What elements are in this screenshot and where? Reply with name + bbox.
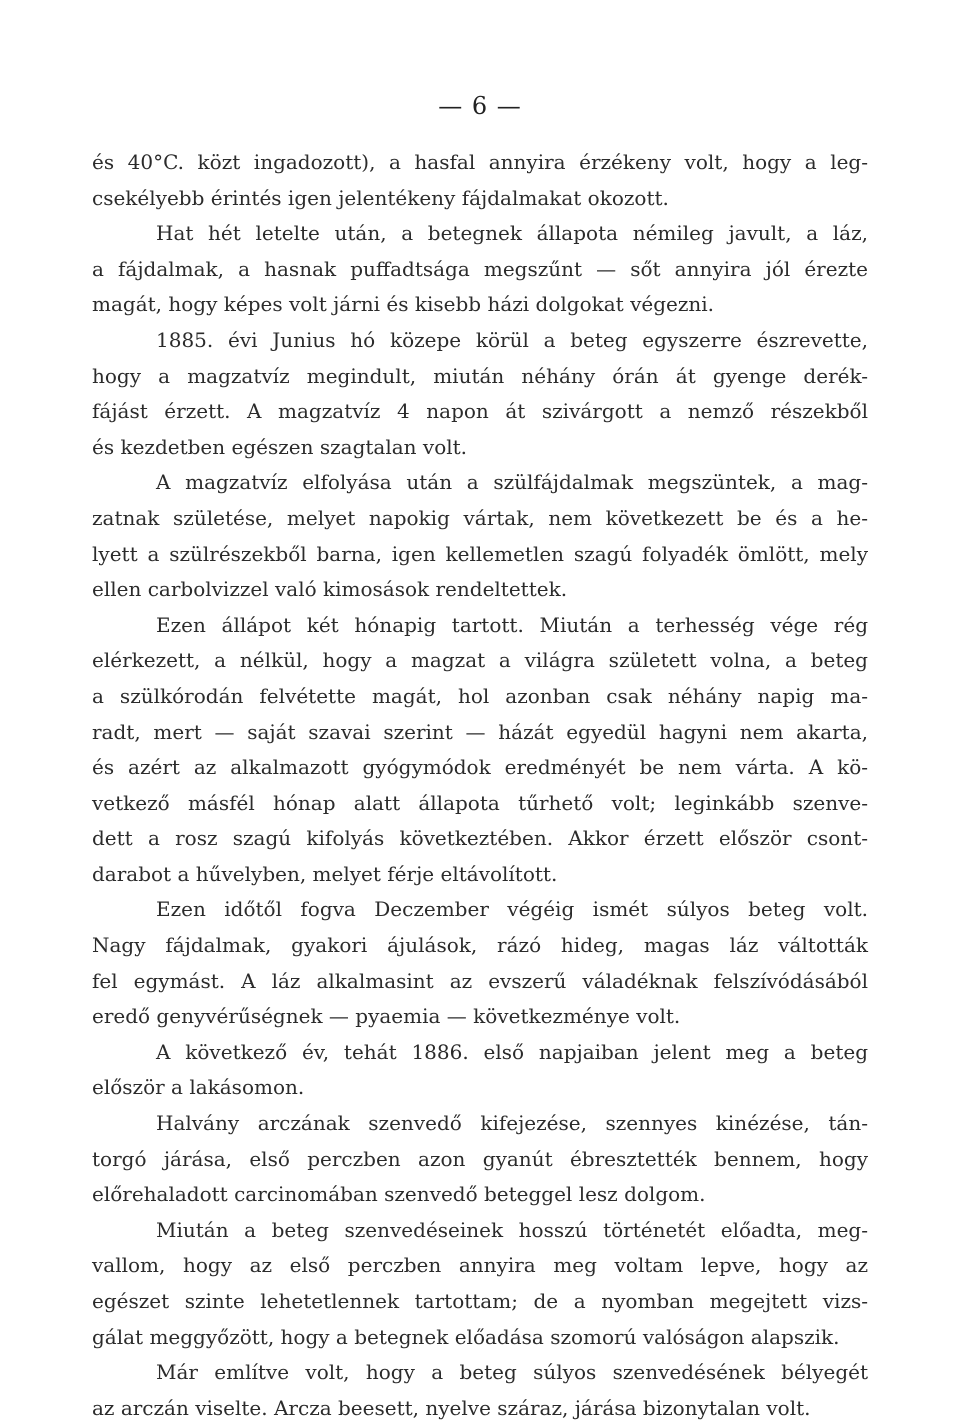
text-line: a fájdalmak, a hasnak puffadtsága megszűnt — sőt annyira jól érezte: [92, 256, 868, 281]
text-line: eredő genyvérűségnek — pyaemia — következménye volt.: [92, 1004, 681, 1029]
text-line: gálat meggyőzött, hogy a betegnek előadása szomorú valóságon alapszik.: [92, 1324, 840, 1349]
text-line: lyett a szülrészekből barna, igen kellemetlen szagú folyadék ömlött, mely: [92, 541, 868, 566]
text-line: Miután a beteg szenvedéseinek hosszú történetét előadta, meg-: [156, 1217, 868, 1242]
text-line: az arczán viselte. Arcza beesett, nyelve száraz, járása bizonytalan volt.: [92, 1395, 811, 1420]
text-line: darabot a hűvelyben, melyet férje eltávolított.: [92, 861, 558, 886]
text-line: ellen carbolvizzel való kimosások rendeltettek.: [92, 577, 568, 602]
text-line: fájást érzett. A magzatvíz 4 napon át szivárgott a nemző részekből: [92, 399, 868, 424]
text-line: hogy a magzatvíz megindult, miután néhány órán át gyenge derék-: [92, 363, 868, 388]
text-line: Ezen időtől fogva Deczember végéig ismét súlyos beteg volt.: [156, 897, 868, 922]
text-line: Már említve volt, hogy a beteg súlyos szenvedésének bélyegét: [156, 1360, 868, 1385]
text-line: 1885. évi Junius hó közepe körül a beteg egyszerre észrevette,: [156, 327, 868, 352]
text-line: Nagy fájdalmak, gyakori ájulások, rázó hideg, magas láz váltották: [92, 933, 868, 958]
text-line: elérkezett, a nélkül, hogy a magzat a világra született volna, a beteg: [92, 648, 868, 673]
text-line: radt, mert — saját szavai szerint — házát egyedül hagyni nem akarta,: [92, 719, 868, 744]
text-line: Ezen állápot két hónapig tartott. Miután a terhesség vége rég: [156, 612, 868, 637]
text-line: és azért az alkalmazott gyógymódok eredményét be nem várta. A kö-: [92, 755, 868, 780]
text-line: csekélyebb érintés igen jelentékeny fájdalmakat okozott.: [92, 185, 669, 210]
text-line: torgó járása, első perczben azon gyanút ébresztették bennem, hogy: [92, 1146, 868, 1171]
text-line: előrehaladott carcinomában szenvedő beteggel lesz dolgom.: [92, 1182, 706, 1207]
text-line: dett a rosz szagú kifolyás következtében. Akkor érzett először csont-: [92, 826, 868, 851]
text-line: A magzatvíz elfolyása után a szülfájdalmak megszüntek, a mag-: [156, 470, 868, 495]
text-line: Halvány arczának szenvedő kifejezése, szennyes kinézése, tán-: [156, 1111, 868, 1136]
text-line: és 40°C. közt ingadozott), a hasfal annyira érzékeny volt, hogy a leg-: [92, 150, 868, 174]
text-line: a szülkórodán felvétette magát, hol azonban csak néhány napig ma-: [92, 683, 868, 708]
body-text: [92, 145, 868, 1426]
text-line: magát, hogy képes volt járni és kisebb házi dolgokat végezni.: [92, 292, 715, 317]
text-line: először a lakásomon.: [92, 1075, 305, 1100]
text-line: Hat hét letelte után, a betegnek állapota némileg javult, a láz,: [156, 221, 868, 246]
text-line: vallom, hogy az első perczben annyira meg voltam lepve, hogy az: [92, 1253, 868, 1278]
text-line: vetkező másfél hónap alatt állapota tűrhető volt; leginkább szenve-: [92, 790, 868, 815]
text-line: A következő év, tehát 1886. első napjaiban jelent meg a beteg: [156, 1039, 868, 1064]
text-line: és kezdetben egészen szagtalan volt.: [92, 434, 468, 459]
text-line: fel egymást. A láz alkalmasint az evszerű váladéknak felszívódásából: [92, 968, 868, 993]
page-number: — 6 —: [438, 92, 522, 120]
text-line: zatnak születése, melyet napokig vártak, nem következett be és a he-: [92, 505, 868, 530]
text-line: egészet szinte lehetetlennek tartottam; de a nyomban megejtett vizs-: [92, 1289, 868, 1313]
